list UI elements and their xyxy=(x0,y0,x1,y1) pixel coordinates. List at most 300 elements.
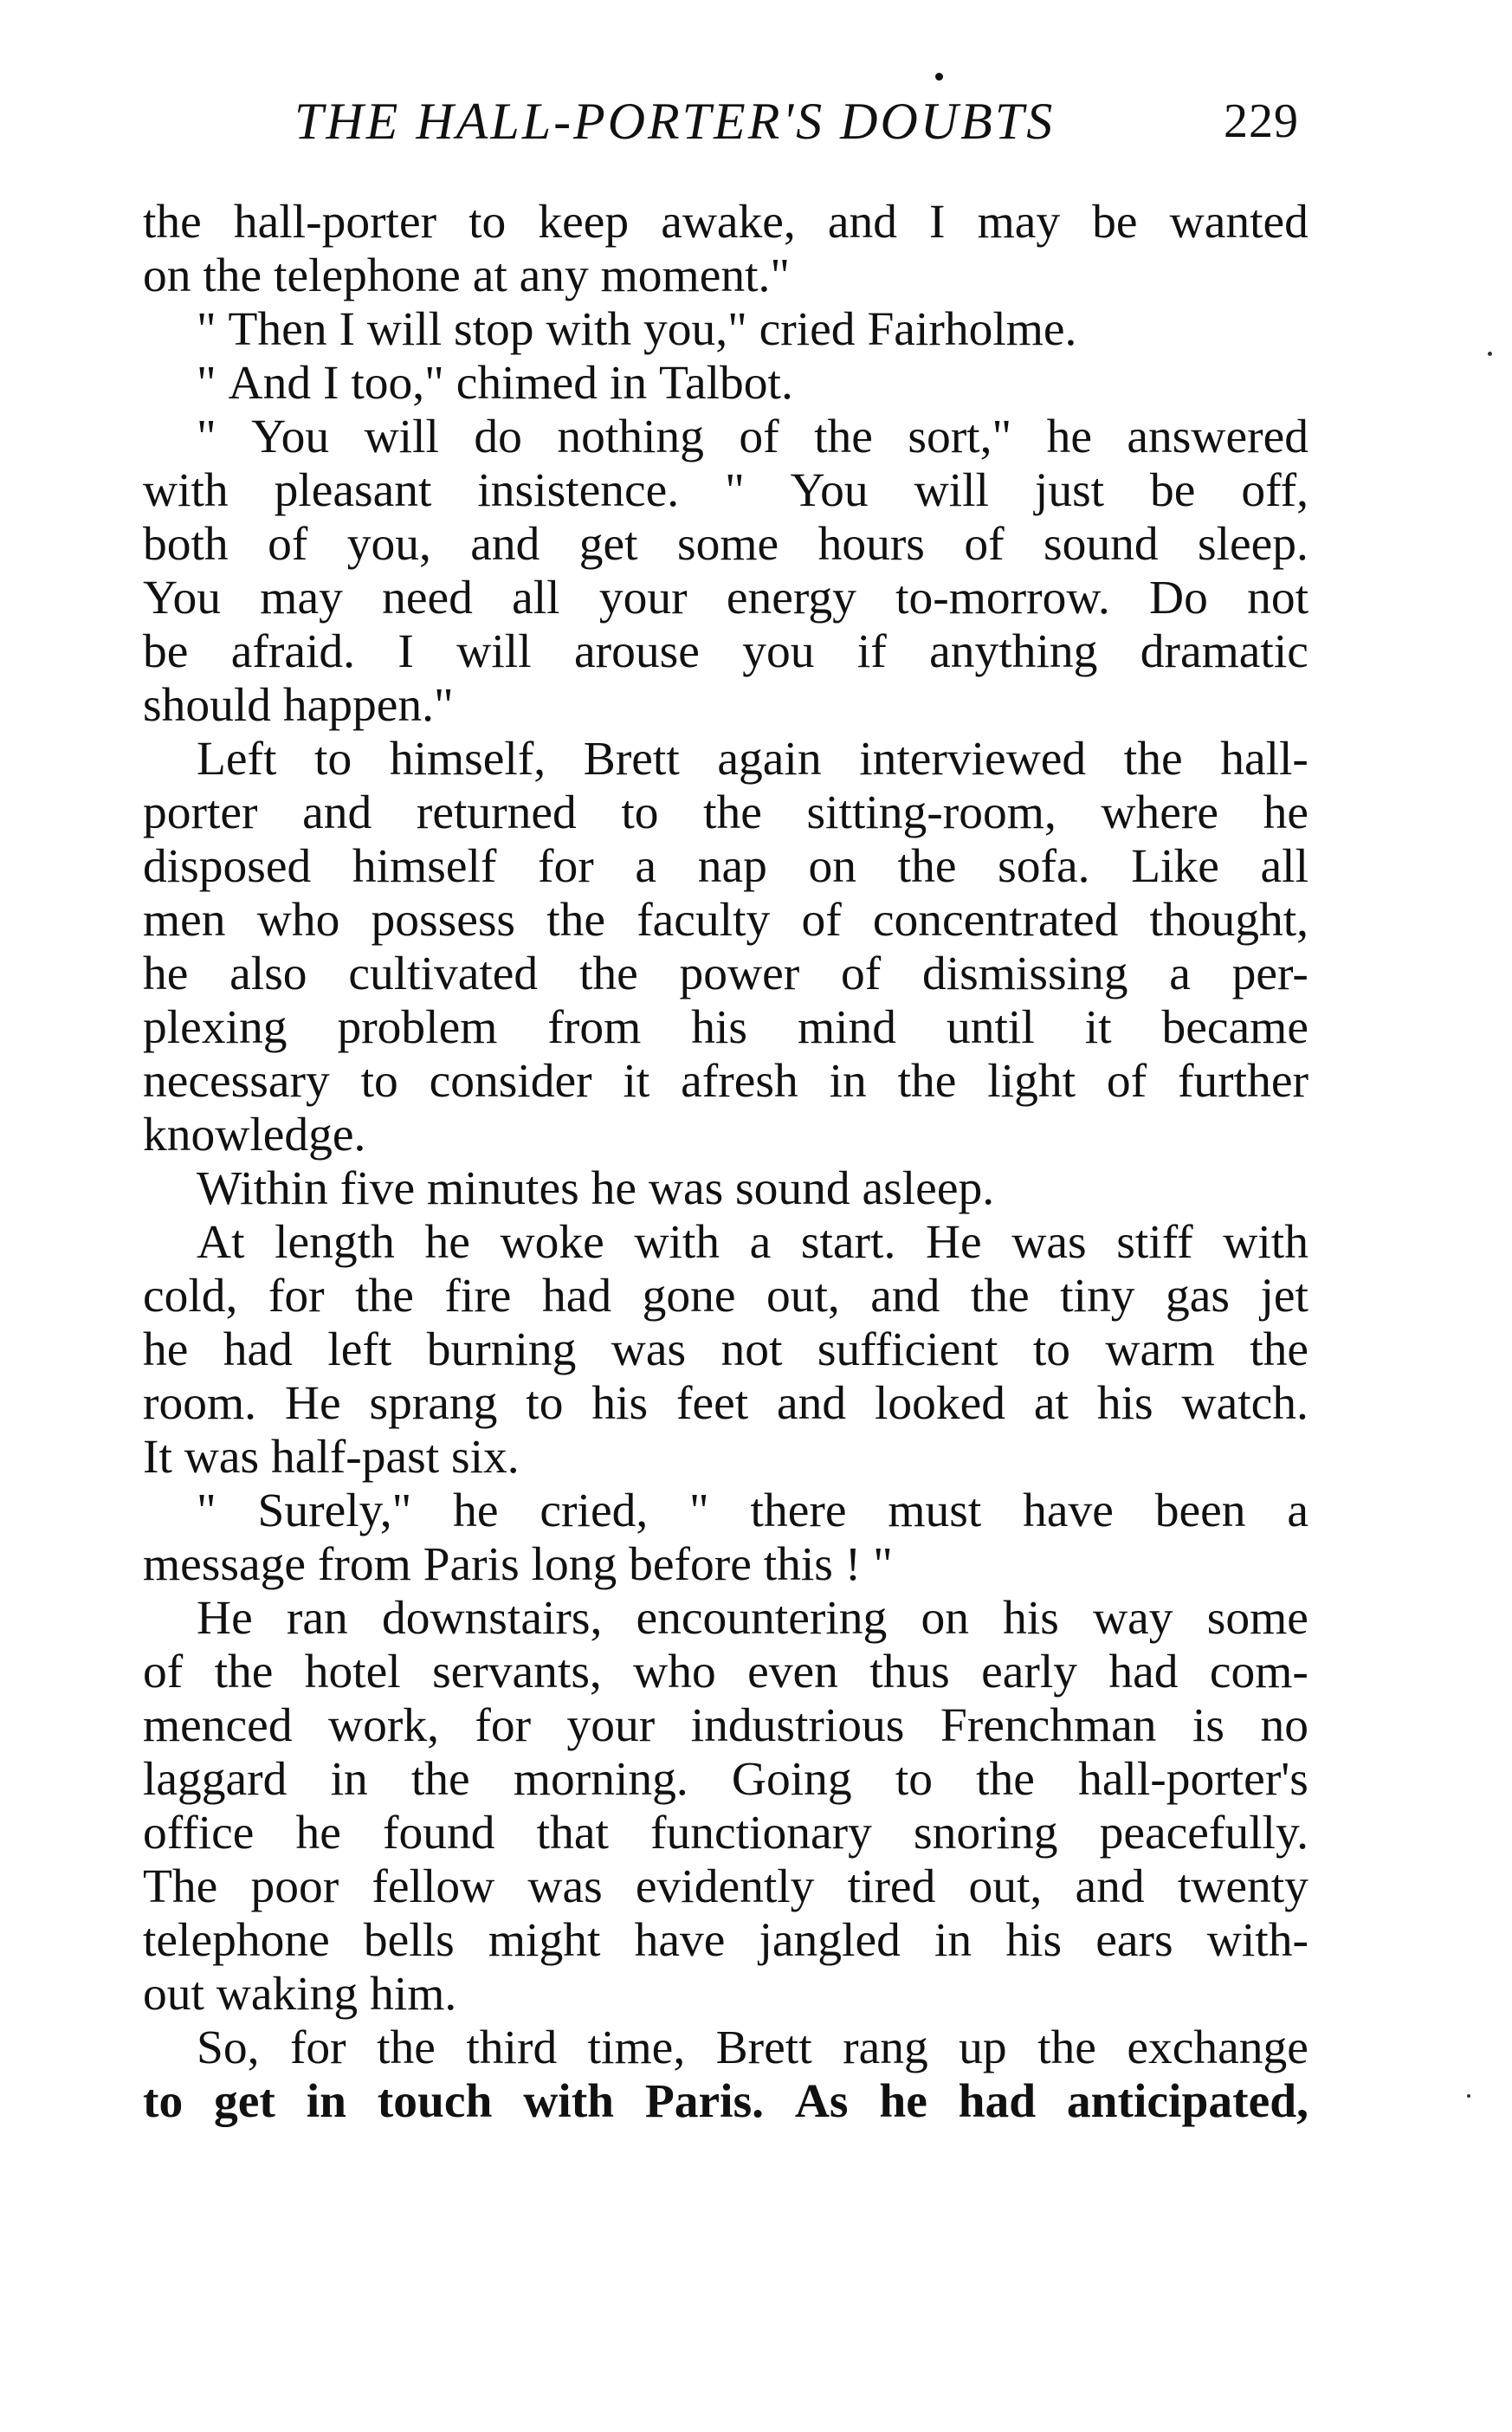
word: asleep. xyxy=(862,1162,995,1215)
word: sort," xyxy=(908,411,1012,463)
word: some xyxy=(1206,1592,1308,1645)
word: with- xyxy=(1206,1914,1308,1967)
word: Like xyxy=(1131,840,1219,893)
word: too," xyxy=(351,357,444,410)
word: hotel xyxy=(304,1646,401,1698)
word: need xyxy=(382,572,473,624)
word: who xyxy=(256,894,340,947)
word: wanted xyxy=(1169,196,1308,249)
running-title: THE HALL-PORTER'S DOUBTS xyxy=(294,93,1056,150)
word: snoring xyxy=(913,1807,1058,1860)
word: Fairholme. xyxy=(867,303,1077,356)
word: jet xyxy=(1260,1270,1308,1323)
word: Do xyxy=(1148,572,1208,624)
text-line xyxy=(143,1538,1308,1592)
word: and xyxy=(827,196,897,249)
word: Frenchman xyxy=(940,1699,1157,1752)
word: At xyxy=(197,1216,245,1269)
word: sofa. xyxy=(998,840,1090,893)
word: his xyxy=(1003,1592,1059,1645)
text-line xyxy=(143,894,1308,948)
word: was xyxy=(611,1323,687,1376)
word: in xyxy=(306,2075,346,2128)
word: also xyxy=(229,948,307,1000)
word: the xyxy=(355,1270,414,1323)
word: his xyxy=(1005,1914,1063,1967)
text-line xyxy=(143,1807,1308,1860)
word: you xyxy=(742,625,815,678)
word: ! xyxy=(844,1538,862,1591)
word: cold, xyxy=(143,1270,238,1323)
word: jangled xyxy=(759,1914,901,1967)
text-line xyxy=(143,1055,1308,1109)
word: in xyxy=(609,357,648,410)
word: this xyxy=(763,1538,833,1591)
word: sprang xyxy=(369,1377,498,1430)
text-line xyxy=(143,1753,1308,1807)
word: he xyxy=(1046,411,1092,463)
word: minutes xyxy=(426,1162,579,1215)
word: him. xyxy=(370,1968,457,2021)
word: until xyxy=(946,1001,1035,1054)
word: might xyxy=(488,1914,601,1967)
text-line xyxy=(143,1699,1308,1753)
word: consider xyxy=(429,1055,592,1108)
word: keep xyxy=(538,196,630,249)
word: sitting-room, xyxy=(806,786,1056,839)
word: hours xyxy=(817,518,925,571)
word: " xyxy=(725,464,745,517)
word: before xyxy=(629,1538,752,1591)
word: will xyxy=(456,625,532,678)
word: both xyxy=(143,518,229,571)
word: dramatic xyxy=(1140,625,1308,678)
word: a xyxy=(635,840,657,893)
word: length xyxy=(275,1216,395,1269)
word: himself xyxy=(352,840,497,893)
word: You xyxy=(251,411,330,463)
word: You xyxy=(790,464,869,517)
word: you, xyxy=(346,518,431,571)
word: " xyxy=(197,411,216,463)
word: start. xyxy=(800,1216,896,1269)
word: he xyxy=(453,1484,499,1537)
word: he xyxy=(1263,786,1308,839)
word: the xyxy=(410,1753,470,1806)
word: your xyxy=(566,1699,656,1752)
word: was xyxy=(1011,1216,1087,1269)
word: just xyxy=(1034,464,1105,517)
text-line xyxy=(143,1860,1308,1914)
word: to xyxy=(468,196,507,249)
word: may xyxy=(260,572,343,624)
word: cried, xyxy=(540,1484,649,1537)
word: the xyxy=(214,1646,274,1698)
word: Going xyxy=(731,1753,852,1806)
word: Talbot. xyxy=(658,357,793,410)
word: sound xyxy=(735,1162,850,1215)
word: nap xyxy=(697,840,767,893)
word: servants, xyxy=(432,1646,602,1698)
text-line xyxy=(143,840,1308,894)
word: stop xyxy=(454,303,534,356)
text-line xyxy=(143,786,1308,840)
word: to-morrow. xyxy=(895,572,1110,624)
word: the xyxy=(1037,2021,1096,2074)
word: hall-porter's xyxy=(1078,1753,1308,1806)
word: waking xyxy=(216,1968,359,2021)
word: Then xyxy=(228,303,327,356)
word: to xyxy=(895,1753,933,1806)
word: downstairs, xyxy=(381,1592,603,1645)
word: have xyxy=(634,1914,726,1967)
word: power xyxy=(679,948,800,1000)
word: happen." xyxy=(282,679,454,732)
text-line xyxy=(143,1216,1308,1270)
text-line xyxy=(143,1646,1308,1699)
word: out xyxy=(143,1968,204,2021)
word: on xyxy=(808,840,857,893)
word: So, xyxy=(197,2021,260,2074)
word: at xyxy=(472,249,507,302)
word: third xyxy=(466,2021,558,2074)
word: six. xyxy=(451,1431,520,1484)
word: I xyxy=(397,625,414,678)
word: found xyxy=(383,1807,495,1860)
word: porter xyxy=(143,786,258,839)
word: fire xyxy=(444,1270,512,1323)
word: necessary xyxy=(143,1055,330,1108)
word: of xyxy=(801,894,842,947)
word: twenty xyxy=(1177,1860,1308,1913)
word: tiny xyxy=(1060,1270,1135,1323)
word: cried xyxy=(759,303,856,356)
margin-speck xyxy=(1488,352,1492,356)
word: it xyxy=(1084,1001,1112,1054)
word: the xyxy=(703,786,762,839)
word: became xyxy=(1161,1001,1308,1054)
word: at xyxy=(1033,1377,1069,1430)
word: com- xyxy=(1209,1646,1308,1698)
word: be xyxy=(143,625,189,678)
word: the xyxy=(203,249,262,302)
word: " xyxy=(197,1484,216,1537)
word: fellow xyxy=(372,1860,495,1913)
word: evidently xyxy=(635,1860,815,1913)
word: morning. xyxy=(513,1753,688,1806)
word: arouse xyxy=(574,625,700,678)
word: per- xyxy=(1231,948,1308,1000)
word: I xyxy=(323,357,339,410)
word: the xyxy=(578,948,638,1000)
word: As xyxy=(794,2075,849,2128)
page-number: 229 xyxy=(1224,94,1299,148)
word: he xyxy=(424,1216,470,1269)
word: ears xyxy=(1095,1914,1173,1967)
word: message xyxy=(143,1538,307,1591)
word: telephone xyxy=(274,249,461,302)
word: been xyxy=(1154,1484,1246,1537)
text-line xyxy=(143,948,1308,1001)
word: get xyxy=(214,2075,275,2128)
word: for xyxy=(268,1270,325,1323)
word: to xyxy=(621,786,659,839)
ink-mark xyxy=(935,73,943,81)
text-line xyxy=(143,357,1308,411)
word: to xyxy=(143,2075,184,2128)
word: pleasant xyxy=(274,464,432,517)
word: to xyxy=(526,1377,564,1430)
word: he xyxy=(879,2075,927,2128)
word: a xyxy=(1169,948,1191,1000)
text-line xyxy=(143,249,1308,303)
word: your xyxy=(598,572,688,624)
word: awake, xyxy=(661,196,796,249)
word: encountering xyxy=(636,1592,888,1645)
word: was xyxy=(648,1162,724,1215)
word: off, xyxy=(1241,464,1308,517)
word: the xyxy=(1250,1323,1308,1376)
word: with xyxy=(634,1216,720,1269)
word: stiff xyxy=(1116,1216,1193,1269)
word: Left xyxy=(197,733,277,786)
word: the xyxy=(897,840,957,893)
word: of xyxy=(739,411,779,463)
word: if xyxy=(856,625,887,678)
text-line xyxy=(143,464,1308,518)
word: and xyxy=(1075,1860,1145,1913)
word: again xyxy=(717,733,822,786)
word: gas xyxy=(1165,1270,1230,1323)
word: early xyxy=(981,1646,1078,1698)
word: the xyxy=(546,894,606,947)
word: cultivated xyxy=(348,948,539,1000)
word: laggard xyxy=(143,1753,288,1806)
word: tired xyxy=(847,1860,936,1913)
word: out, xyxy=(766,1270,840,1323)
word: had xyxy=(1108,1646,1179,1698)
word: further xyxy=(1177,1055,1308,1108)
word: chimed xyxy=(456,357,598,410)
word: no xyxy=(1260,1699,1308,1752)
word: answered xyxy=(1127,411,1308,463)
word: have xyxy=(1023,1484,1114,1537)
word: is xyxy=(1192,1699,1224,1752)
word: faculty xyxy=(636,894,771,947)
word: hall- xyxy=(1220,733,1308,786)
word: be xyxy=(1092,196,1138,249)
word: from xyxy=(317,1538,411,1591)
word: of xyxy=(840,948,882,1000)
text-line xyxy=(143,1323,1308,1377)
word: Within xyxy=(197,1162,328,1215)
word: " xyxy=(689,1484,709,1537)
word: poor xyxy=(250,1860,339,1913)
word: even xyxy=(747,1646,838,1698)
text-line xyxy=(143,1431,1308,1484)
word: looked xyxy=(875,1377,1006,1430)
text-line xyxy=(143,2021,1308,2075)
word: with xyxy=(546,303,632,356)
word: time, xyxy=(587,2021,686,2074)
word: it xyxy=(623,1055,650,1108)
word: his xyxy=(691,1001,747,1054)
word: had xyxy=(958,2075,1037,2128)
word: he xyxy=(143,1323,189,1376)
word: And xyxy=(228,357,312,410)
word: energy xyxy=(726,572,856,624)
word: had xyxy=(223,1323,293,1376)
word: you," xyxy=(643,303,747,356)
text-line xyxy=(143,2075,1308,2129)
word: " xyxy=(197,357,216,410)
word: to xyxy=(314,733,352,786)
word: Surely," xyxy=(257,1484,412,1537)
word: in xyxy=(330,1753,368,1806)
word: a xyxy=(749,1216,772,1269)
word: will xyxy=(366,303,443,356)
word: the xyxy=(970,1270,1030,1323)
word: and xyxy=(302,786,372,839)
word: concentrated xyxy=(872,894,1119,947)
word: in xyxy=(829,1055,867,1108)
word: with xyxy=(143,464,229,517)
word: his xyxy=(1096,1377,1153,1430)
word: men xyxy=(143,894,226,947)
word: anticipated, xyxy=(1066,2075,1308,2128)
word: he xyxy=(143,948,189,1000)
word: afresh xyxy=(681,1055,798,1108)
word: warm xyxy=(1105,1323,1215,1376)
word: He xyxy=(284,1377,341,1430)
text-line xyxy=(143,1270,1308,1323)
word: bells xyxy=(363,1914,455,1967)
word: gone xyxy=(642,1270,736,1323)
word: on xyxy=(921,1592,969,1645)
word: his xyxy=(591,1377,649,1430)
word: He xyxy=(925,1216,982,1269)
word: thus xyxy=(869,1646,950,1698)
word: not xyxy=(720,1323,783,1376)
text-line xyxy=(143,411,1308,464)
word: should xyxy=(143,679,272,732)
word: on xyxy=(143,249,191,302)
word: afraid. xyxy=(230,625,356,678)
word: way xyxy=(1093,1592,1173,1645)
word: work, xyxy=(328,1699,439,1752)
word: burning xyxy=(426,1323,577,1376)
word: sleep. xyxy=(1197,518,1308,571)
word: menced xyxy=(143,1699,293,1752)
word: with xyxy=(1223,1216,1308,1269)
text-line xyxy=(143,1001,1308,1055)
word: sound xyxy=(1043,518,1159,571)
text-line xyxy=(143,1592,1308,1646)
body-text xyxy=(143,196,1308,2129)
word: from xyxy=(547,1001,642,1054)
word: You xyxy=(143,572,222,624)
word: I xyxy=(339,303,355,356)
word: may xyxy=(977,196,1061,249)
word: peacefully. xyxy=(1099,1807,1308,1860)
word: mind xyxy=(797,1001,897,1054)
word: where xyxy=(1101,786,1219,839)
word: all xyxy=(512,572,560,624)
word: rang xyxy=(843,2021,928,2074)
word: and xyxy=(777,1377,847,1430)
word: must xyxy=(888,1484,982,1537)
word: industrious xyxy=(690,1699,905,1752)
text-line xyxy=(143,572,1308,625)
word: returned xyxy=(416,786,577,839)
word: to xyxy=(360,1055,398,1108)
word: of xyxy=(964,518,1005,571)
word: the xyxy=(143,196,202,249)
word: the xyxy=(897,1055,957,1108)
word: of xyxy=(268,518,308,571)
word: watch. xyxy=(1181,1377,1308,1430)
word: of xyxy=(1106,1055,1147,1108)
word: dismissing xyxy=(921,948,1128,1000)
margin-speck xyxy=(1467,2094,1470,2098)
word: disposed xyxy=(143,840,312,893)
word: he xyxy=(591,1162,636,1215)
word: anything xyxy=(929,625,1098,678)
word: feet xyxy=(675,1377,749,1430)
word: Paris. xyxy=(644,2075,765,2128)
word: himself, xyxy=(389,733,546,786)
word: room. xyxy=(143,1377,257,1430)
word: get xyxy=(578,518,638,571)
word: Brett xyxy=(583,733,680,786)
word: for xyxy=(538,840,594,893)
word: the xyxy=(976,1753,1035,1806)
text-line xyxy=(143,1109,1308,1162)
word: The xyxy=(143,1860,218,1913)
text-line xyxy=(143,1162,1308,1216)
word: that xyxy=(536,1807,609,1860)
word: the xyxy=(814,411,873,463)
word: touch xyxy=(377,2075,493,2128)
text-line xyxy=(143,303,1308,357)
word: problem xyxy=(337,1001,498,1054)
word: nothing xyxy=(557,411,704,463)
word: in xyxy=(934,1914,972,1967)
text-line xyxy=(143,625,1308,679)
word: of xyxy=(143,1646,184,1698)
word: the xyxy=(1123,733,1183,786)
word: " xyxy=(873,1538,893,1591)
word: functionary xyxy=(650,1807,872,1860)
running-head xyxy=(294,87,1299,156)
word: who xyxy=(633,1646,716,1698)
word: sufficient xyxy=(817,1323,998,1376)
word: and xyxy=(470,518,540,571)
word: with xyxy=(523,2075,615,2128)
word: there xyxy=(750,1484,847,1537)
word: the xyxy=(377,2021,436,2074)
word: and xyxy=(870,1270,940,1323)
word: not xyxy=(1247,572,1308,624)
word: It xyxy=(143,1431,172,1484)
word: woke xyxy=(500,1216,604,1269)
word: Paris xyxy=(423,1538,520,1591)
text-line xyxy=(143,1484,1308,1538)
word: out, xyxy=(968,1860,1043,1913)
word: he xyxy=(295,1807,341,1860)
word: half-past xyxy=(270,1431,440,1484)
text-line xyxy=(143,1914,1308,1968)
